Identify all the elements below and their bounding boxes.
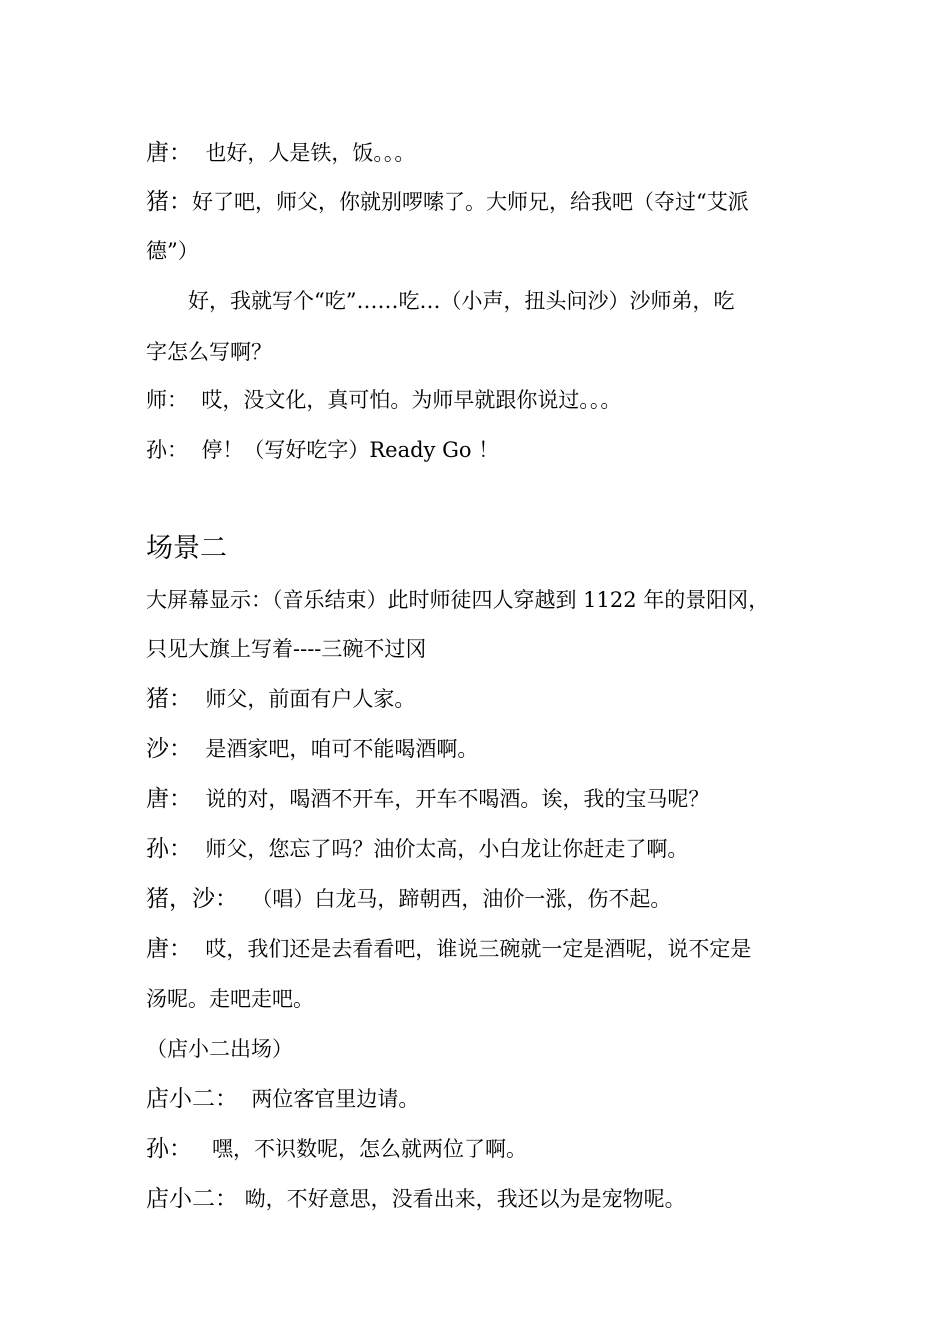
- line-text: 好了吧，师父，你就别啰嗦了。大师兄，给我吧（夺过“艾派: [192, 190, 749, 214]
- speaker-label: 孙：: [146, 438, 188, 462]
- speaker-label: 唐：: [146, 140, 192, 166]
- dialogue-line-continuation: [146, 236, 199, 266]
- line-text: 哎，我们还是去看看吧，谁说三碗就一定是酒呢，说不定是: [192, 937, 752, 961]
- dialogue-line: [146, 435, 499, 465]
- dialogue-line: [146, 684, 415, 714]
- narration-line: [146, 585, 769, 615]
- line-text: 只见大旗上写着----三碗不过冈: [146, 637, 427, 661]
- line-text: 师父，前面有户人家。: [192, 687, 416, 711]
- dialogue-line-continuation: [146, 984, 314, 1014]
- line-text: 嘿，不识数呢，怎么就两位了啊。: [192, 1137, 528, 1161]
- dialogue-line: [146, 784, 709, 814]
- line-text: 好，我就写个“吃”……吃…（小声，扭头问沙）沙师弟，吃: [188, 289, 735, 313]
- speaker-label: 孙：: [146, 1136, 192, 1162]
- line-text: 字怎么写啊？: [146, 340, 272, 364]
- speaker-label: 师：: [146, 388, 188, 412]
- line-text: 两位客官里边请。: [238, 1087, 420, 1111]
- dialogue-line: [146, 1134, 527, 1164]
- line-text: （唱）白龙马，蹄朝西，油价一涨，伤不起。: [238, 887, 672, 911]
- narration-line: [146, 634, 426, 664]
- speaker-label: 孙：: [146, 836, 192, 862]
- dialogue-line-continuation: [146, 337, 272, 367]
- dialogue-line: [146, 884, 671, 914]
- line-text: （店小二出场）: [146, 1037, 293, 1061]
- dialogue-line: [146, 734, 478, 764]
- speaker-label: 猪，沙：: [146, 886, 238, 912]
- dialogue-line: [146, 385, 621, 415]
- line-text: 师父，您忘了吗？油价太高，小白龙让你赶走了啊。: [192, 837, 689, 861]
- speaker-label: 唐：: [146, 786, 192, 812]
- dialogue-line: [146, 1084, 419, 1114]
- dialogue-line: [146, 834, 688, 864]
- line-text: 呦，不好意思，没看出来，我还以为是宠物呢。: [238, 1187, 686, 1211]
- line-text: 停！（写好吃字）Ready Go ！: [188, 438, 500, 462]
- line-text: 德”）: [146, 239, 199, 263]
- line-text: 汤呢。走吧走吧。: [146, 987, 314, 1011]
- dialogue-line: [146, 1184, 686, 1214]
- speaker-label: 猪：: [146, 189, 192, 215]
- dialogue-line: [146, 138, 415, 168]
- dialogue-line: [146, 934, 751, 964]
- dialogue-line-indented: [188, 286, 734, 316]
- speaker-label: 店小二：: [146, 1086, 238, 1112]
- line-text: 是酒家吧，咱可不能喝酒啊。: [192, 737, 479, 761]
- line-text: 也好，人是铁，饭。。。: [192, 141, 416, 165]
- scene-heading: 场景二: [146, 533, 227, 564]
- line-text: 大屏幕显示：（音乐结束）此时师徒四人穿越到 1122 年的景阳冈，: [146, 588, 770, 612]
- stage-direction: [146, 1034, 293, 1064]
- speaker-label: 猪：: [146, 686, 192, 712]
- speaker-label: 唐：: [146, 936, 192, 962]
- speaker-label: 店小二：: [146, 1186, 238, 1212]
- line-text: 说的对，喝酒不开车，开车不喝酒。诶，我的宝马呢？: [192, 787, 710, 811]
- line-text: 哎，没文化，真可怕。为师早就跟你说过。。。: [188, 388, 622, 412]
- speaker-label: 沙：: [146, 736, 192, 762]
- dialogue-line: [146, 187, 749, 217]
